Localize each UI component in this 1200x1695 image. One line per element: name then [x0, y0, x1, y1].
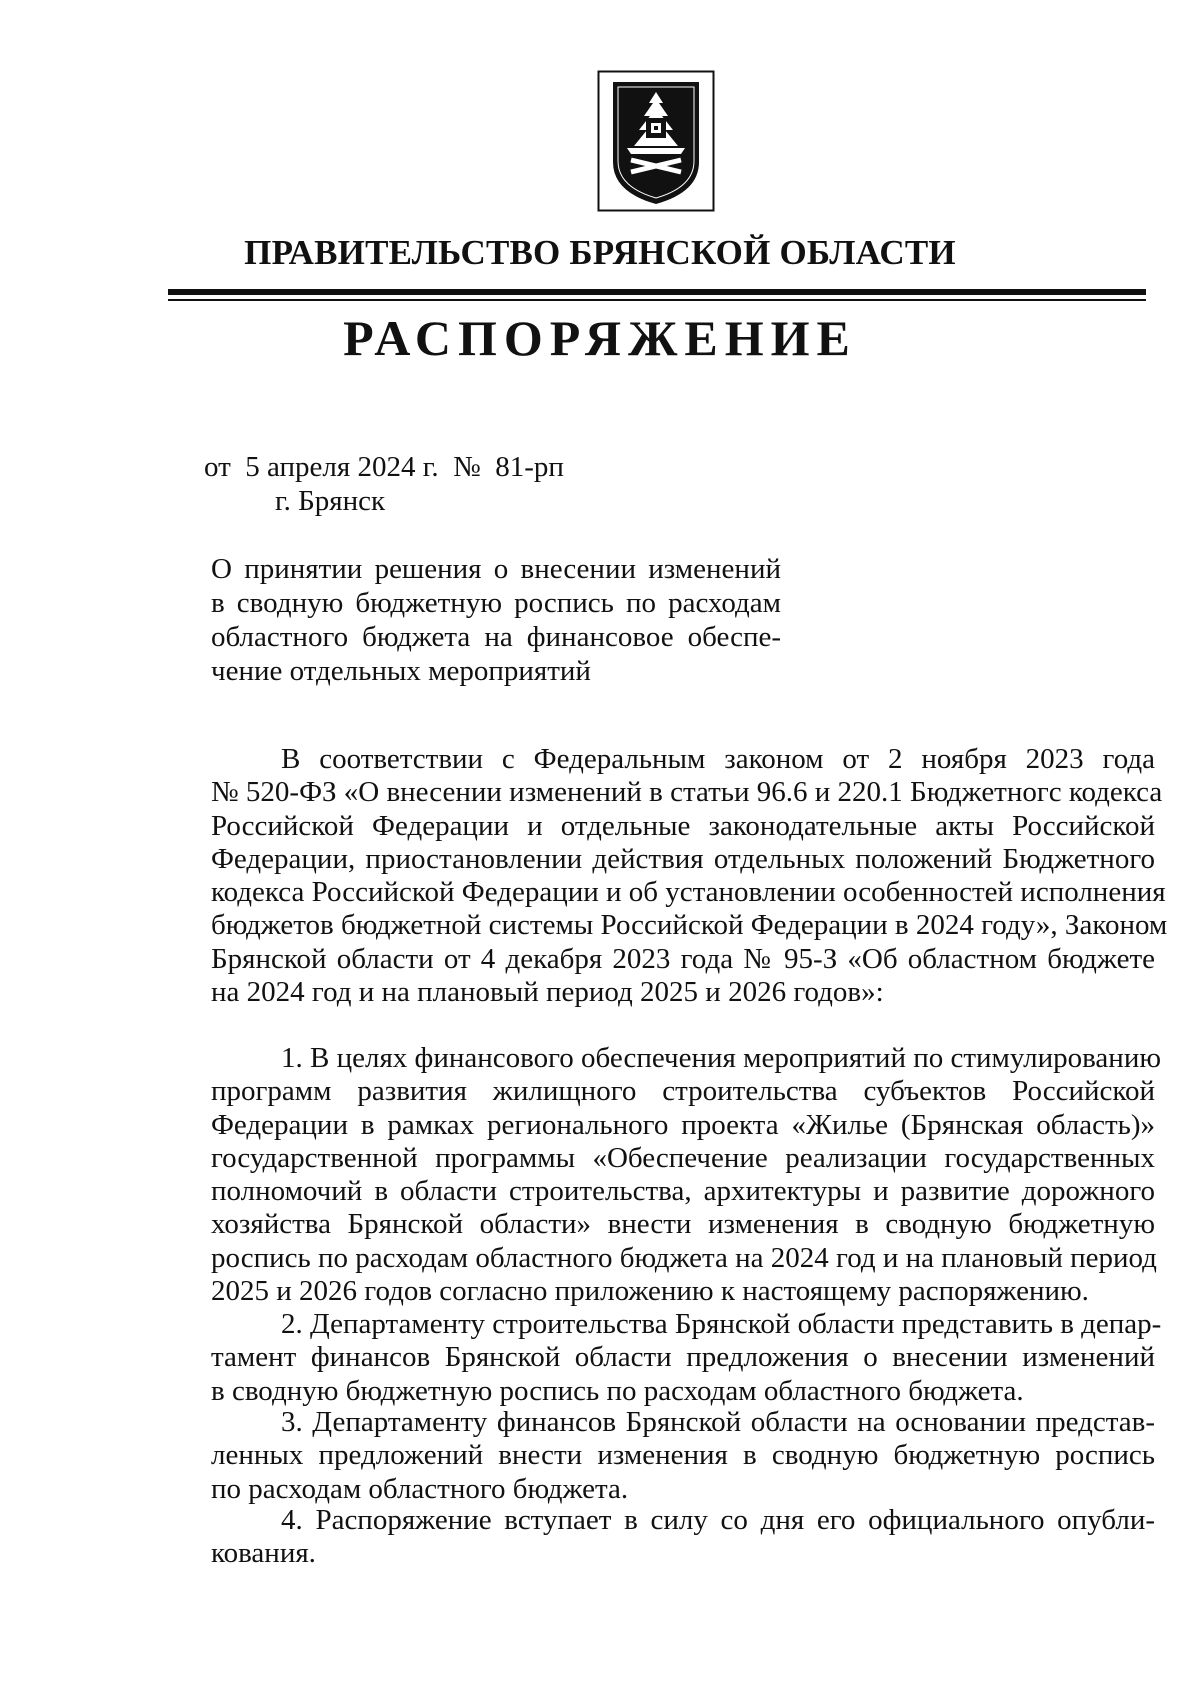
document-type-title: РАСПОРЯЖЕНИЕ [343, 310, 857, 366]
subject-line: областного бюджета на финансовое обеспе- [211, 621, 781, 653]
text-line: Брянской области от 4 декабря 2023 года № 95-З «Об областном бюджете [211, 942, 1155, 975]
subject-block [211, 552, 781, 688]
text-line: роспись по расходам областного бюджета на 2024 год и на плановый период [211, 1241, 1157, 1274]
text-line: Российской Федерации и отдельные законодательные акты Российской [211, 809, 1155, 842]
text-line: 1. В целях финансового обеспечения мероприятий по стимулированию [281, 1042, 1161, 1074]
text-line: кодекса Российской Федерации и об установлении особенностей исполнения [211, 876, 1166, 909]
text-line: полномочий в области строительства, архитектуры и развитие дорожного [211, 1175, 1155, 1208]
text-line: В соответствии с Федеральным законом от 2 ноября 2023 года [281, 743, 1155, 775]
text-line: № 520-ФЗ «О внесении изменений в статьи 96.6 и 220.1 Бюджетногс кодекса [211, 776, 1163, 809]
text-line: кования. [211, 1537, 316, 1570]
preamble-paragraph [211, 743, 1168, 1009]
subject-line: в сводную бюджетную роспись по расходам [211, 587, 781, 619]
subject-line: чение отдельных мероприятий [211, 655, 591, 687]
date-and-number: от 5 апреля 2024 г. № 81-рп [204, 451, 564, 483]
clause-4 [211, 1504, 1155, 1571]
clause-2 [211, 1308, 1162, 1408]
header-divider-thick [168, 289, 1146, 295]
text-line: программ развития жилищного строительства субъектов Российской [211, 1075, 1155, 1108]
text-line: государственной программы «Обеспечение реализации государственных [211, 1141, 1155, 1174]
header-divider-thin [168, 299, 1146, 301]
text-line: по расходам областного бюджета. [211, 1472, 629, 1505]
organization-title: ПРАВИТЕЛЬСТВО БРЯНСКОЙ ОБЛАСТИ [244, 233, 956, 272]
clause-3 [211, 1406, 1155, 1506]
text-line: 2. Департаменту строительства Брянской области представить в депар- [281, 1308, 1162, 1340]
text-line: на 2024 год и на плановый период 2025 и 2026 годов»: [211, 976, 884, 1009]
clause-1 [211, 1042, 1161, 1308]
text-line: 4. Распоряжение вступает в силу со дня его официального опубли- [281, 1504, 1155, 1536]
subject-line: О принятии решения о внесении изменений [211, 553, 781, 585]
text-line: хозяйства Брянской области» внести изменения в сводную бюджетную [211, 1208, 1155, 1241]
coat-of-arms-emblem [597, 70, 715, 212]
text-line: Федерации в рамках регионального проекта «Жилье (Брянская область)» [211, 1108, 1155, 1141]
text-line: 2025 и 2026 годов согласно приложению к настоящему распоряжению. [211, 1275, 1089, 1308]
text-line: 3. Департаменту финансов Брянской области на основании представ- [281, 1406, 1155, 1438]
text-line: Федерации, приостановлении действия отдельных положений Бюджетного [211, 842, 1155, 875]
text-line: ленных предложений внести изменения в сводную бюджетную роспись [211, 1439, 1155, 1472]
text-line: тамент финансов Брянской области предложения о внесении изменений [211, 1341, 1155, 1374]
text-line: в сводную бюджетную роспись по расходам областного бюджета. [211, 1374, 1024, 1407]
text-line: бюджетов бюджетной системы Российской Федерации в 2024 году», Законом [211, 909, 1168, 942]
city: г. Брянск [275, 485, 386, 517]
